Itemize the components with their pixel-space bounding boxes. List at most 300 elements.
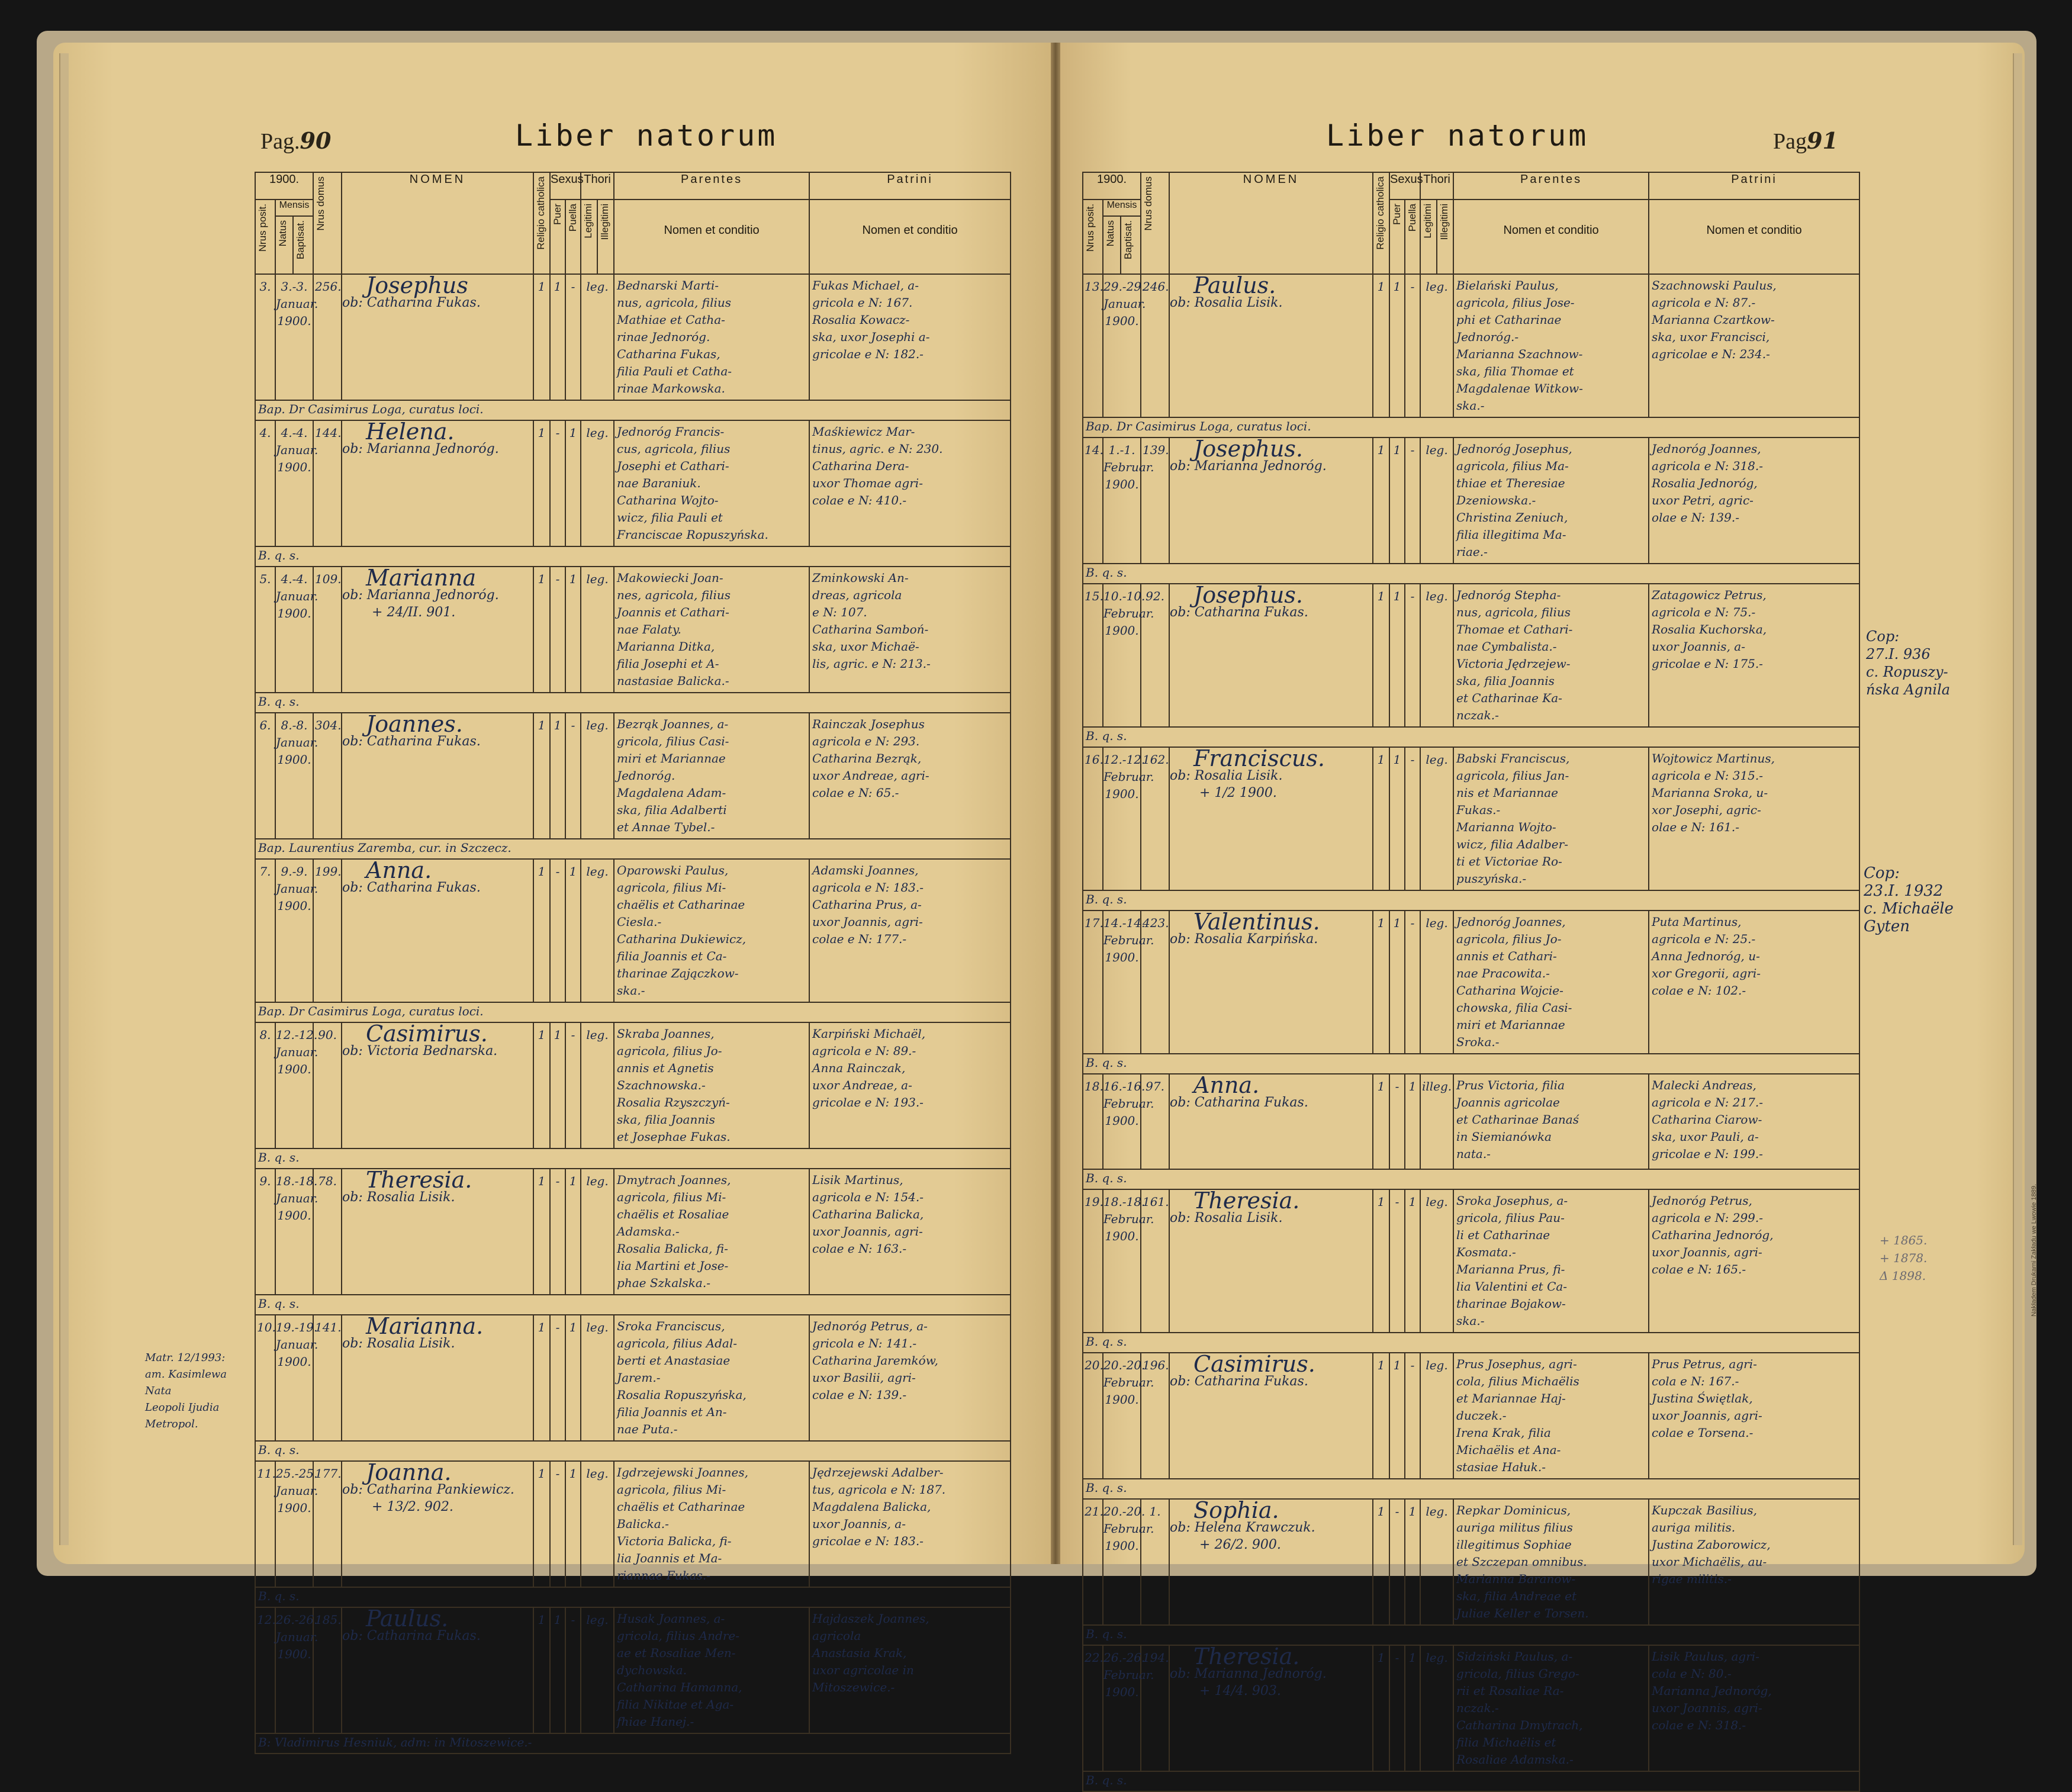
child-name: Franciscus. [1193,745,1325,771]
parentes-text: Jednoróg Joannes, agricola, filius Jo- annis et Cathari- nae Pracowita.- Catharina Wojcie- chowska, filia Casi- miri et Mariannae Sroka.- [1453,911,1649,1054]
patrini-text: Jednoróg Petrus, a- gricola e N: 141.- Catharina Jaremków, uxor Basilii, agri- colae e N: 139.- [809,1315,1011,1441]
register-entry [1083,1189,1859,1333]
puella-flag: 1 [1405,1189,1420,1333]
header-thori: Thori [1420,172,1453,200]
puer-flag: 1 [550,1022,565,1148]
margin-note-left: Matr. 12/1993: am. Kasimlewa Nata Leopoli Ijudia Metropol. [145,1352,227,1430]
entry-date: 1.-1. Februar. 1900. [1103,437,1141,564]
mother-name: ob: Catharina Pankiewicz. [342,1482,514,1497]
parentes-text: Igdrzejewski Joannes, agricola, filius Mi- chaëlis et Catharinae Balicka.- Victoria Balicka, fi- lia Joannis et Ma- riannae Fukas.- [614,1461,809,1587]
mother-name: ob: Rosalia Lisik. [342,1336,455,1351]
entry-house-number: 162. [1141,747,1169,890]
entry-house-number: 90. [313,1022,342,1148]
puer-flag: - [1389,1074,1405,1169]
register-entry-footer [255,1295,1011,1315]
register-entry [255,1315,1011,1441]
mother-name: ob: Catharina Fukas. [342,734,481,749]
entry-date: 20.-20. Februar. 1900. [1103,1499,1141,1625]
parentes-text: Dmytrach Joannes, agricola, filius Mi- chaëlis et Rosaliae Adamska.- Rosalia Balicka, fi- lia Martini et Jose- phae Szkalska.- [614,1169,809,1295]
thori-flag: leg. [1420,911,1453,1054]
patrini-text: Jędrzejewski Adalber- tus, agricola e N: 187. Magdalena Balicka, uxor Joannis, a- gricolae e N: 183.- [809,1461,1011,1587]
puella-flag: 1 [565,420,581,546]
thori-flag: leg. [1420,274,1453,417]
religio-flag: 1 [533,713,550,839]
entry-name-cell [342,567,533,693]
register-entry-footer [1083,564,1859,584]
register-entry [1083,1353,1859,1479]
entry-date: 4.-4. Januar. 1900. [275,420,313,546]
patrini-text: Puta Martinus, agricola e N: 25.- Anna Jednoróg, u- xor Gregorii, agri- colae e N: 102.- [1649,911,1859,1054]
religio-flag: 1 [1373,1074,1389,1169]
puella-flag: 1 [1405,1074,1420,1169]
patrini-text: Zminkowski An- dreas, agricola e N: 107. Catharina Samboń- ska, uxor Michaë- lis, agric. e N: 213.- [809,567,1011,693]
puella-flag: 1 [1405,1645,1420,1771]
thori-flag: leg. [1420,1499,1453,1625]
parentes-text: Makowiecki Joan- nes, agricola, filius Joannis et Cathari- nae Falaty. Marianna Ditka, filia Josephi et A- nastasiae Balicka.- [614,567,809,693]
religio-flag: 1 [533,1461,550,1587]
patrini-text: Szachnowski Paulus, agricola e N: 87.- Marianna Czartkow- ska, uxor Francisci, agricolae e N: 234.- [1649,274,1859,417]
header-nrus-posit: Nrus posit. [255,200,275,274]
puer-flag: 1 [550,713,565,839]
puer-flag: 1 [1389,1353,1405,1479]
header-parentes-sub: Nomen et conditio [614,200,809,274]
entry-name-cell [1169,274,1373,417]
entry-house-number: 92. [1141,584,1169,727]
baptizer-note: Bap. Dr Casimirus Loga, curatus loci. [255,400,1011,420]
baptizer-note: B. q. s. [1083,890,1859,911]
entry-date: 10.-10. Februar. 1900. [1103,584,1141,727]
entry-name-cell [342,274,533,400]
entry-house-number: 423. [1141,911,1169,1054]
patrini-text: Zatagowicz Petrus, agricola e N: 75.- Rosalia Kuchorska, uxor Joannis, a- gricolae e N: 175.- [1649,584,1859,727]
header-parentes: Parentes [614,172,809,200]
register-entry-footer [255,1441,1011,1461]
puella-flag: 1 [565,859,581,1002]
entry-name-cell [1169,1499,1373,1625]
register-entry [255,1461,1011,1587]
puella-flag: 1 [565,1315,581,1441]
child-name: Marianna. [366,1313,484,1339]
entry-name-cell [1169,911,1373,1054]
patrini-text: Karpiński Michaël, agricola e N: 89.- Anna Rainczak, uxor Andreae, a- gricolae e N: 193.- [809,1022,1011,1148]
entry-name-cell [1169,747,1373,890]
baptizer-note: B. q. s. [1083,727,1859,747]
entry-name-cell [1169,1074,1373,1169]
entry-date: 4.-4. Januar. 1900. [275,567,313,693]
mother-name: ob: Rosalia Lisik. [1170,295,1283,310]
entry-number: 14. [1083,437,1103,564]
register-entry [1083,584,1859,727]
parentes-text: Prus Josephus, agri- cola, filius Michaëlis et Mariannae Haj- duczek.- Irena Krak, filia Michaëlis et Ana- stasiae Hałuk.- [1453,1353,1649,1479]
header-nrus-domus: Nrus domus [1141,172,1169,274]
register-entry [1083,911,1859,1054]
entry-number: 19. [1083,1189,1103,1333]
header-natus: Natus [275,216,293,274]
entry-house-number: 256. [313,274,342,400]
parentes-text: Oparowski Paulus, agricola, filius Mi- chaëlis et Catharinae Ciesla.- Catharina Dukiewicz, filia Joannis et Ca- tharinae Zajączkow- ska.- [614,859,809,1002]
entry-number: 8. [255,1022,275,1148]
puer-flag: - [550,1315,565,1441]
page-number-left: Pag.90 [260,127,332,154]
puella-flag: 1 [565,1461,581,1587]
margin-note-pencil: + 1865. + 1878. Δ 1898. [1880,1233,1928,1283]
register-entry-footer [255,1587,1011,1607]
year-header: 1900. [1083,172,1141,200]
register-entry-footer [1083,1625,1859,1645]
religio-flag: 1 [1373,274,1389,417]
entry-name-cell [342,1169,533,1295]
puella-flag: - [565,713,581,839]
header-mensis: Mensis [1103,200,1141,216]
thori-flag: leg. [581,859,614,1002]
child-name: Marianna [366,565,477,591]
baptizer-note: B. q. s. [255,546,1011,567]
register-entry-footer [1083,1771,1859,1791]
mother-name: ob: Marianna Jednoróg. [342,442,499,456]
patrini-text: Kupczak Basilius, auriga militis. Justina Zaborowicz, uxor Michaëlis, au- rigae militis.- [1649,1499,1859,1625]
patrini-text: Wojtowicz Martinus, agricola e N: 315.- Marianna Sroka, u- xor Josephi, agric- olae e N: 161.- [1649,747,1859,890]
mother-name: ob: Victoria Bednarska. [342,1044,498,1059]
death-note: + 24/II. 901. [372,605,456,620]
baptizer-note: B. q. s. [255,1148,1011,1169]
header-religio: Religio catholica [533,172,550,274]
header-parentes-sub: Nomen et conditio [1453,200,1649,274]
header-puer: Puer [550,200,565,274]
entry-house-number: 194. [1141,1645,1169,1771]
child-name: Valentinus. [1193,909,1320,935]
parentes-text: Husak Joannes, a- gricola, filius Andre- ae et Rosaliae Men- dychowska. Catharina Hamanna, filia Nikitae et Aga- fhiae Hanej.- [614,1607,809,1733]
baptizer-note: B. q. s. [255,1295,1011,1315]
entry-date: 3.-3. Januar. 1900. [275,274,313,400]
child-name: Anna. [366,857,432,883]
child-name: Casimirus. [1193,1351,1315,1377]
entry-date: 8.-8. Januar. 1900. [275,713,313,839]
puella-flag: 1 [565,1169,581,1295]
entry-house-number: 161. [1141,1189,1169,1333]
parentes-text: Skraba Joannes, agricola, filius Jo- annis et Agnetis Szachnowska.- Rosalia Rzyszczyń- ska, filia Joannis et Josephae Fukas. [614,1022,809,1148]
register-entry-footer [1083,1169,1859,1189]
entry-number: 11. [255,1461,275,1587]
entry-date: 20.-20. Februar. 1900. [1103,1353,1141,1479]
entry-name-cell [342,859,533,1002]
child-name: Helena. [366,419,455,445]
death-note: + 1/2 1900. [1199,786,1277,800]
mother-name: ob: Catharina Fukas. [1170,605,1308,620]
puella-flag: - [1405,274,1420,417]
header-legitimi: Legitimi [581,200,597,274]
header-legitimi: Legitimi [1420,200,1437,274]
patrini-text: Lisik Martinus, agricola e N: 154.- Catharina Balicka, uxor Joannis, agri- colae e N: 163.- [809,1169,1011,1295]
register-entry [255,567,1011,693]
header-nrus-posit: Nrus posit. [1083,200,1103,274]
entry-date: 26.-26. Januar. 1900. [275,1607,313,1733]
mother-name: ob: Catharina Fukas. [342,880,481,895]
religio-flag: 1 [1373,1353,1389,1479]
entry-house-number: 97. [1141,1074,1169,1169]
register-entry [255,1022,1011,1148]
entry-name-cell [342,1607,533,1733]
parentes-text: Sroka Josephus, a- gricola, filius Pau- li et Catharinae Kosmata.- Marianna Prus, fi- lia Valentini et Ca- tharinae Bojakow- ska.- [1453,1189,1649,1333]
puer-flag: - [550,420,565,546]
puer-flag: 1 [1389,747,1405,890]
religio-flag: 1 [533,567,550,693]
entry-date: 16.-16. Februar. 1900. [1103,1074,1141,1169]
puer-flag: - [1389,1189,1405,1333]
parentes-text: Bednarski Marti- nus, agricola, filius Mathiae et Catha- rinae Jednoróg. Catharina Fukas, filia Pauli et Catha- rinae Markowska. [614,274,809,400]
patrini-text: Jednoróg Petrus, agricola e N: 299.- Catharina Jednoróg, uxor Joannis, agri- colae e N: 165.- [1649,1189,1859,1333]
patrini-text: Rainczak Josephus agricola e N: 293. Catharina Bezrąk, uxor Andreae, agri- colae e N: 65.- [809,713,1011,839]
child-name: Sophia. [1193,1497,1279,1523]
entry-number: 18. [1083,1074,1103,1169]
entry-date: 26.-26. Februar. 1900. [1103,1645,1141,1771]
religio-flag: 1 [533,274,550,400]
entry-date: 9.-9. Januar. 1900. [275,859,313,1002]
header-thori: Thori [581,172,614,200]
religio-flag: 1 [1373,1189,1389,1333]
register-entry [255,1607,1011,1733]
puella-flag: - [1405,911,1420,1054]
register-entry-footer [1083,1479,1859,1499]
thori-flag: illeg. [1420,1074,1453,1169]
entry-date: 25.-25. Januar. 1900. [275,1461,313,1587]
register-entry-footer [255,693,1011,713]
entry-name-cell [342,420,533,546]
religio-flag: 1 [1373,437,1389,564]
entry-name-cell [1169,1645,1373,1771]
baptizer-note: Bap. Dr Casimirus Loga, curatus loci. [255,1002,1011,1022]
puella-flag: - [1405,747,1420,890]
header-patrini-sub: Nomen et conditio [809,200,1011,274]
register-entry [255,1169,1011,1295]
baptizer-note: B. q. s. [1083,1169,1859,1189]
entry-house-number: 304. [313,713,342,839]
entry-name-cell [1169,1353,1373,1479]
entry-name-cell [1169,584,1373,727]
register-entry [1083,1499,1859,1625]
patrini-text: Fukas Michael, a- gricola e N: 167. Rosalia Kowacz- ska, uxor Josephi a- gricolae e N: 182.- [809,274,1011,400]
register-entry [255,420,1011,546]
page-number-right: Pag91 [1773,127,1838,154]
entry-number: 13. [1083,274,1103,417]
entry-house-number: 139. [1141,437,1169,564]
baptizer-note: B. q. s. [1083,1479,1859,1499]
puella-flag: 1 [565,567,581,693]
entry-name-cell [342,1022,533,1148]
puer-flag: 1 [1389,437,1405,564]
entry-number: 4. [255,420,275,546]
page-title-left: Liber natorum [515,118,778,153]
page-title-right: Liber natorum [1326,118,1589,153]
entry-house-number: 109. [313,567,342,693]
puer-flag: - [550,1461,565,1587]
puer-flag: 1 [550,1607,565,1733]
parentes-text: Jednoróg Francis- cus, agricola, filius Josephi et Cathari- nae Baraniuk. Catharina Wojto- wicz, filia Pauli et Franciscae Ropuszyńska. [614,420,809,546]
mother-name: ob: Catharina Fukas. [342,295,481,310]
baptizer-note: B. q. s. [255,1441,1011,1461]
death-note: + 13/2. 902. [372,1500,453,1514]
parentes-text: Sroka Franciscus, agricola, filius Adal- berti et Anastasiae Jarem.- Rosalia Ropuszyńska, filia Joannis et An- nae Puta.- [614,1315,809,1441]
puella-flag: - [565,274,581,400]
baptizer-note: B. q. s. [255,1587,1011,1607]
puer-flag: - [1389,1499,1405,1625]
entry-date: 12.-12. Januar. 1900. [275,1022,313,1148]
thori-flag: leg. [1420,1189,1453,1333]
mother-name: ob: Helena Krawczuk. [1170,1520,1315,1535]
patrini-text: Lisik Paulus, agri- cola e N: 80.- Marianna Jednoróg, uxor Joannis, agri- colae e N: 318.- [1649,1645,1859,1771]
patrini-text: Maśkiewicz Mar- tinus, agric. e N: 230. Catharina Dera- uxor Thomae agri- colae e N: 410.- [809,420,1011,546]
baptizer-note: B. q. s. [1083,1333,1859,1353]
mother-name: ob: Marianna Jednoróg. [342,588,499,603]
entry-number: 16. [1083,747,1103,890]
mother-name: ob: Catharina Fukas. [1170,1374,1308,1389]
child-name: Theresia. [1193,1188,1300,1214]
register-entry-footer [255,839,1011,859]
register-entry [255,274,1011,400]
puer-flag: 1 [1389,584,1405,727]
mother-name: ob: Marianna Jednoróg. [1170,459,1327,474]
puella-flag: - [1405,1353,1420,1479]
death-note: + 14/4. 903. [1199,1684,1281,1698]
entry-date: 29.-29. Januar. 1900. [1103,274,1141,417]
mother-name: ob: Marianna Jednoróg. [1170,1666,1327,1681]
header-baptisat: Baptisat. [293,216,313,274]
register-entry-footer [255,400,1011,420]
register-entry-footer [1083,890,1859,911]
register-entry-footer [1083,417,1859,437]
patrini-text: Jednoróg Joannes, agricola e N: 318.- Rosalia Jednoróg, uxor Petri, agric- olae e N: 139.- [1649,437,1859,564]
thori-flag: leg. [1420,584,1453,727]
baptizer-note: B. q. s. [1083,1054,1859,1074]
header-illegitimi: Illegitimi [1437,200,1453,274]
register-table-left [255,172,1011,1754]
header-patrini: Patrini [809,172,1011,200]
parentes-text: Bielański Paulus, agricola, filius Jose- phi et Catharinae Jednoróg.- Marianna Szachnow- ska, filia Thomae et Magdalenae Witkow- ska.- [1453,274,1649,417]
entry-number: 17. [1083,911,1103,1054]
header-sexus: Sexus [550,172,581,200]
printer-imprint: Nakładem Drukarni Zakładu we Lwowie 1889. [2031,1184,2038,1317]
header-natus: Natus [1103,216,1121,274]
header-nrus-domus: Nrus domus [313,172,342,274]
entry-number: 3. [255,274,275,400]
header-patrini-sub: Nomen et conditio [1649,200,1859,274]
child-name: Casimirus. [366,1021,488,1047]
entry-house-number: 199. [313,859,342,1002]
entry-number: 15. [1083,584,1103,727]
register-entry [1083,437,1859,564]
register-entry [255,713,1011,839]
child-name: Joannes. [366,711,463,737]
religio-flag: 1 [533,1022,550,1148]
puer-flag: 1 [550,274,565,400]
thori-flag: leg. [581,1022,614,1148]
thori-flag: leg. [581,713,614,839]
header-mensis: Mensis [275,200,313,216]
page-edge [2013,53,2022,1545]
header-nomen: NOMEN [342,172,533,274]
entry-house-number: 78. [313,1169,342,1295]
puer-flag: - [550,1169,565,1295]
header-patrini: Patrini [1649,172,1859,200]
header-puer: Puer [1389,200,1405,274]
register-entry [255,859,1011,1002]
mother-name: ob: Catharina Fukas. [1170,1095,1308,1110]
register-entry-footer [255,1002,1011,1022]
mother-name: ob: Rosalia Lisik. [342,1190,455,1205]
year-header: 1900. [255,172,313,200]
entry-number: 10. [255,1315,275,1441]
thori-flag: leg. [1420,747,1453,890]
header-religio: Religio catholica [1373,172,1389,274]
thori-flag: leg. [581,420,614,546]
child-name: Josephus. [1193,582,1303,608]
patrini-text: Adamski Joannes, agricola e N: 183.- Catharina Prus, a- uxor Joannis, agri- colae e N: 177.- [809,859,1011,1002]
header-sexus: Sexus [1389,172,1420,200]
religio-flag: 1 [1373,1499,1389,1625]
mother-name: ob: Rosalia Lisik. [1170,768,1283,783]
entry-number: 22. [1083,1645,1103,1771]
child-name: Paulus. [366,1606,449,1632]
baptizer-note: B: Vladimirus Hesniuk, adm: in Mitoszewice.- [255,1733,1011,1754]
mother-name: ob: Catharina Fukas. [342,1629,481,1643]
entry-name-cell [1169,1189,1373,1333]
register-entry-footer [255,1148,1011,1169]
margin-note-right: Cop: 27.I. 936 c. Ropuszy- ńska Agnila [1866,628,1951,698]
puer-flag: - [1389,1645,1405,1771]
entry-house-number: 141. [313,1315,342,1441]
entry-name-cell [342,1461,533,1587]
entry-house-number: 246. [1141,274,1169,417]
baptizer-note: Bap. Dr Casimirus Loga, curatus loci. [1083,417,1859,437]
death-note: + 26/2. 900. [1199,1537,1281,1552]
header-baptisat: Baptisat. [1121,216,1141,274]
religio-flag: 1 [533,1169,550,1295]
register-entry-footer [1083,727,1859,747]
puer-flag: 1 [1389,274,1405,417]
baptizer-note: B. q. s. [1083,1625,1859,1645]
register-entry [1083,1074,1859,1169]
entry-name-cell [1169,437,1373,564]
header-puella: Puella [565,200,581,274]
register-entry-footer [255,1733,1011,1754]
entry-date: 14.-14. Februar. 1900. [1103,911,1141,1054]
puer-flag: - [550,859,565,1002]
thori-flag: leg. [1420,437,1453,564]
puella-flag: - [1405,437,1420,564]
mother-name: ob: Rosalia Karpińska. [1170,932,1318,947]
entry-date: 18.-18. Februar. 1900. [1103,1189,1141,1333]
page-edge [59,53,69,1545]
mother-name: ob: Rosalia Lisik. [1170,1211,1283,1225]
entry-number: 9. [255,1169,275,1295]
child-name: Josephus. [1193,436,1303,462]
puer-flag: - [550,567,565,693]
register-entry [1083,747,1859,890]
entry-date: 12.-12. Februar. 1900. [1103,747,1141,890]
parentes-text: Babski Franciscus, agricola, filius Jan- nis et Mariannae Fukas.- Marianna Wojto- wicz, filia Adalber- ti et Victoriae Ro- puszyńska.- [1453,747,1649,890]
puella-flag: - [565,1022,581,1148]
parentes-text: Jednoróg Josephus, agricola, filius Ma- thiae et Theresiae Dzeniowska.- Christina Zeniuch, filia illegitima Ma- riae.- [1453,437,1649,564]
baptizer-note: B. q. s. [255,693,1011,713]
entry-date: 19.-19. Januar. 1900. [275,1315,313,1441]
entry-house-number: 196. [1141,1353,1169,1479]
thori-flag: leg. [581,1169,614,1295]
religio-flag: 1 [1373,584,1389,727]
register-entry [1083,1645,1859,1771]
entry-house-number: 177. [313,1461,342,1587]
register-table-right [1082,172,1860,1792]
register-entry-footer [255,546,1011,567]
entry-number: 5. [255,567,275,693]
